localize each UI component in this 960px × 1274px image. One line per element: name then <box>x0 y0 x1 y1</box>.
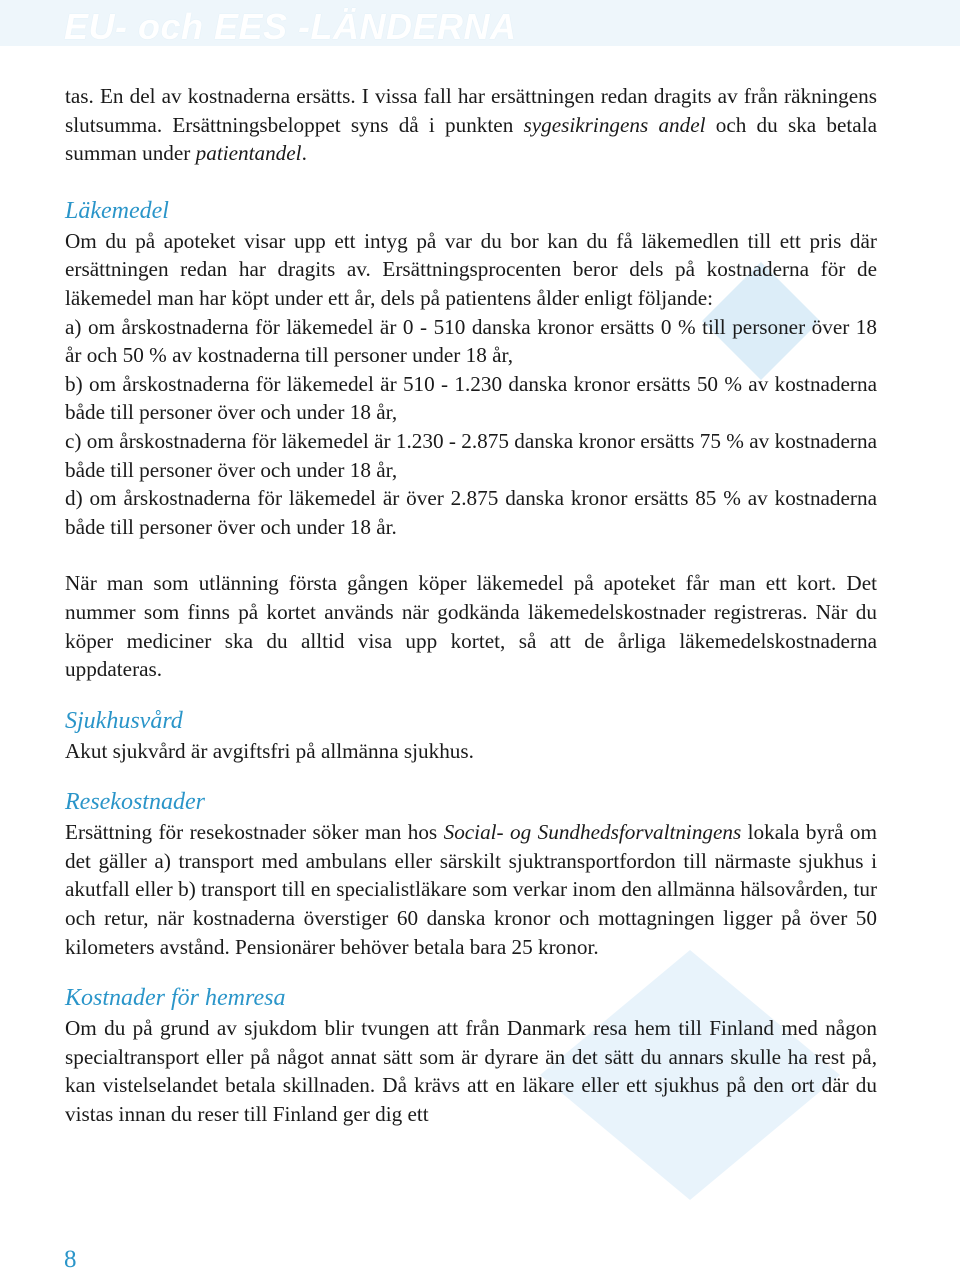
page-content <box>65 82 877 1129</box>
list-item: b) om årskostnaderna för läkemedel är 510 - 1.230 danska kronor ersätts 50 % av kostnaderna både till personer över och under 18 år, <box>65 371 877 425</box>
resekostnader-paragraph: Ersättning för resekostnader söker man hos Social- og Sundhedsforvaltningens lokala byrå om det gäller a) transport med ambulans eller särskilt sjuktransportfordon till närmaste sjukhus i akutfall eller b) transport till en specialistläkare som verkar inom den allmänna hälsovården, tur och retur, när kostnaderna överstiger 60 danska kronor och mottagningen ligger på över 50 kilometers avstånd. Pensionärer behöver betala bara 25 kronor. <box>65 820 877 959</box>
page-number: 8 <box>64 1246 77 1273</box>
lakemedel-paragraph: Om du på apoteket visar upp ett intyg på var du bor kan du få läkemedlen till ett pris där ersättningen redan har dragits av. Ersättningsprocenten beror dels på kostnaderna för de läkemedel man har köpt under ett år, dels på patientens ålder enligt följande: <box>65 228 877 310</box>
intro-paragraph: tas. En del av kostnaderna ersätts. I vissa fall har ersättningen redan dragits av från räkningens slutsumma. Ersättningsbeloppet syns då i punkten sygesikringens andel och du ska betala summan under patientandel. <box>65 84 877 166</box>
header-title: EU- och EES -LÄNDERNA <box>64 6 517 46</box>
heading-lakemedel: Läkemedel <box>65 197 169 224</box>
list-item: c) om årskostnaderna för läkemedel är 1.230 - 2.875 danska kronor ersätts 75 % av kostnaderna både till personer över och under 18 år, <box>65 428 877 482</box>
lakemedel-card-paragraph: När man som utlänning första gången köper läkemedel på apoteket får man ett kort. Det nummer som finns på kortet används när godkända läkemedelskostnader registreras. När du köper mediciner ska du alltid visa upp kortet, så att de årliga läkemedelskostnaderna uppdateras. <box>65 571 877 682</box>
list-item: a) om årskostnaderna för läkemedel är 0 - 510 danska kronor ersätts 0 % till personer över 18 år och 50 % av kostnaderna till personer under 18 år, <box>65 314 877 368</box>
hemresa-paragraph: Om du på grund av sjukdom blir tvungen att från Danmark resa hem till Finland med någon specialtransport eller på något annat sätt som är dyrare än det sätt du annars skulle ha rest på, kan vistelselandet betala skillnaden. Då krävs att en läkare eller ett sjukhus på den ort där du vistas innan du reser till Finland ger dig ett <box>65 1016 877 1127</box>
heading-hemresa: Kostnader för hemresa <box>65 985 286 1012</box>
heading-resekostnader: Resekostnader <box>65 789 205 816</box>
heading-sjukhusvard: Sjukhusvård <box>65 707 183 734</box>
list-item: d) om årskostnaderna för läkemedel är över 2.875 danska kronor ersätts 85 % av kostnaderna både till personer över och under 18 år. <box>65 486 877 539</box>
header-band <box>0 0 960 46</box>
sjukhusvard-paragraph: Akut sjukvård är avgiftsfri på allmänna sjukhus. <box>65 738 474 763</box>
